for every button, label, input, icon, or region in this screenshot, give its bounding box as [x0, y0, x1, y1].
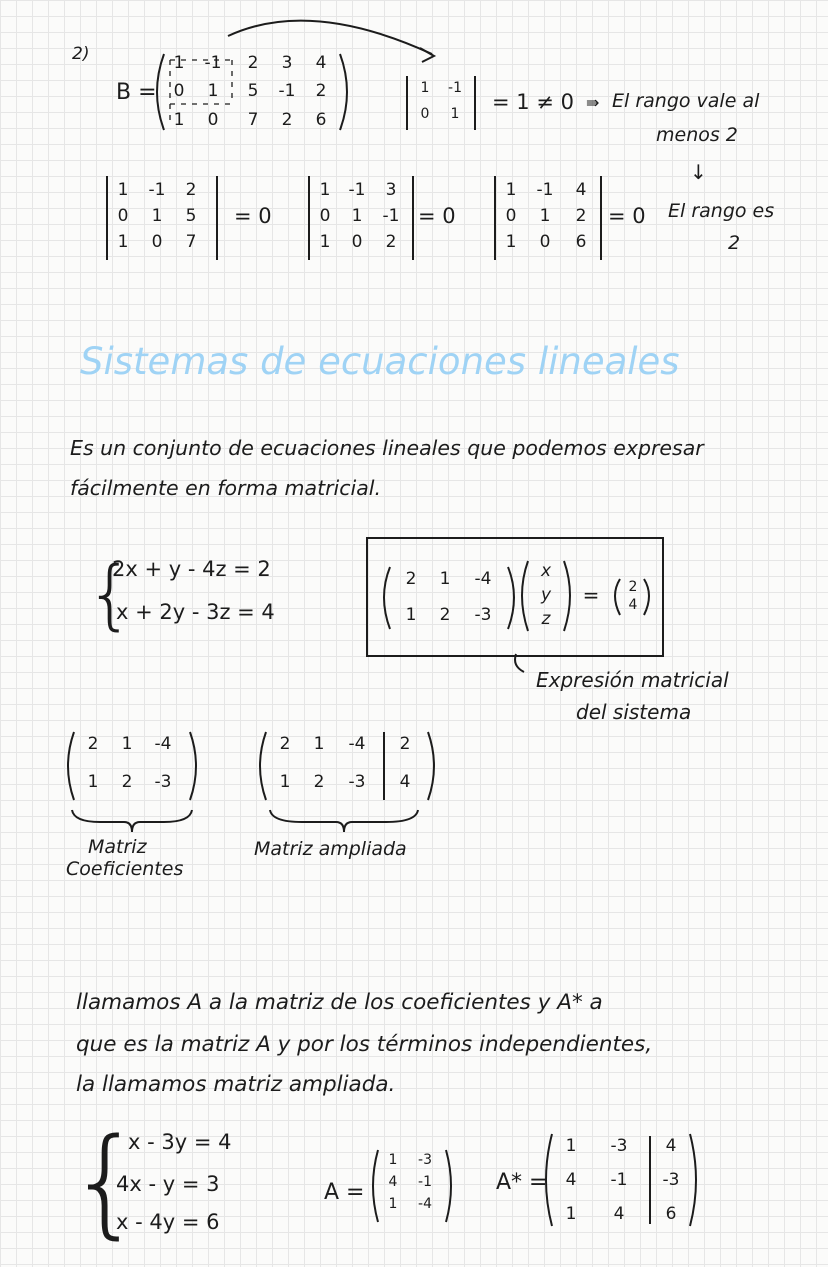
m3-cell: 0 [539, 232, 551, 252]
system2-brace: { [68, 1112, 144, 1250]
m3-cell: -1 [348, 180, 366, 200]
a-cell: -3 [418, 1152, 432, 1168]
expr-var-cell: z [541, 609, 551, 629]
a-cell: -4 [418, 1196, 432, 1212]
expr-var-cell: x [540, 561, 552, 581]
note-rank-min-line2: menos 2 [656, 124, 738, 146]
minor-3x3-1 [104, 176, 224, 260]
coef-cell: 1 [87, 772, 99, 792]
matrix-expression-brackets [368, 539, 662, 655]
m3-cell: 1 [351, 206, 363, 226]
m2-cell: -1 [448, 80, 462, 96]
b-cell: 4 [315, 53, 327, 73]
det-bar [216, 176, 218, 260]
expr-rhs-cell: 2 [628, 579, 638, 595]
coef-cell: -4 [154, 734, 172, 754]
system1-brace: { [86, 549, 135, 638]
expr-rhs-cell: 4 [628, 597, 638, 613]
b-cell: 1 [207, 81, 219, 101]
m3-cell: 2 [385, 232, 397, 252]
b-cell: -1 [278, 81, 296, 101]
m3-cell: 4 [575, 180, 587, 200]
b-cell: 1 [173, 53, 185, 73]
aug-cell: 1 [313, 734, 325, 754]
coef-cell: 1 [121, 734, 133, 754]
a-star-cell: -3 [662, 1170, 680, 1190]
m3-cell: 1 [151, 206, 163, 226]
m3-cell: 0 [117, 206, 129, 226]
coef-underbrace [70, 808, 194, 834]
m3-cell: 3 [385, 180, 397, 200]
m3-cell: -1 [148, 180, 166, 200]
coefficient-matrix [62, 726, 202, 806]
m3-cell: 1 [505, 180, 517, 200]
expr-coef-cell: 1 [439, 569, 451, 589]
det-bar [308, 176, 310, 260]
augmented-matrix [254, 726, 440, 806]
expr-coef-cell: 2 [439, 605, 451, 625]
minor-3x3-2-result: = 0 [418, 204, 456, 228]
system1-eq2: x + 2y - 3z = 4 [116, 600, 275, 624]
m3-cell: 2 [575, 206, 587, 226]
det-bar [106, 176, 108, 260]
intro-line2: fácilmente en forma matricial. [70, 476, 381, 500]
curved-arrow-icon [220, 10, 450, 70]
b-cell: 1 [173, 110, 185, 130]
a-star-cell: 1 [565, 1204, 577, 1224]
coef-cell: 2 [87, 734, 99, 754]
minor-3x3-3 [492, 176, 608, 260]
minor-2x2-result: = 1 ≠ 0 [492, 90, 574, 114]
b-cell: 3 [281, 53, 293, 73]
m3-cell: 1 [539, 206, 551, 226]
para-line3: la llamamos matriz ampliada. [76, 1072, 396, 1097]
b-cell: 0 [173, 81, 185, 101]
expr-equals: = [582, 583, 600, 607]
a-star-cell: -1 [610, 1170, 628, 1190]
a-star-label: A* = [496, 1170, 548, 1195]
m3-cell: 1 [505, 232, 517, 252]
m3-cell: 1 [319, 232, 331, 252]
a-star-cell: 1 [565, 1136, 577, 1156]
matrix-expression-note-line2: del sistema [576, 700, 692, 724]
det-bar [406, 76, 408, 130]
aug-cell: 4 [399, 772, 411, 792]
down-arrow-icon: ↓ [690, 160, 707, 184]
m3-cell: 0 [505, 206, 517, 226]
note-rank-line1: El rango es [668, 200, 775, 222]
matrix-expression-box [366, 537, 664, 657]
det-bar [412, 176, 414, 260]
section-title: Sistemas de ecuaciones lineales [80, 340, 680, 383]
matrix-a [368, 1146, 458, 1226]
b-cell: 0 [207, 110, 219, 130]
expr-coef-cell: 2 [405, 569, 417, 589]
a-cell: -1 [418, 1174, 432, 1190]
a-star-cell: 4 [613, 1204, 625, 1224]
a-star-cell: 4 [565, 1170, 577, 1190]
aug-cell: 2 [279, 734, 291, 754]
a-cell: 1 [388, 1152, 398, 1168]
m3-cell: 0 [351, 232, 363, 252]
matrix-expression-note-line1: Expresión matricial [536, 668, 729, 692]
aug-underbrace [268, 808, 420, 834]
m2-cell: 1 [450, 106, 460, 122]
intro-line1: Es un conjunto de ecuaciones lineales que podemos expresar [70, 436, 704, 460]
m3-cell: 1 [117, 232, 129, 252]
m3-cell: 5 [185, 206, 197, 226]
m3-cell: -1 [536, 180, 554, 200]
para-line1: llamamos A a la matriz de los coeficientes y A* a [76, 990, 603, 1015]
a-star-cell: 6 [665, 1204, 677, 1224]
aug-cell: 2 [313, 772, 325, 792]
m3-cell: 6 [575, 232, 587, 252]
a-label: A = [324, 1180, 365, 1205]
m2-cell: 1 [420, 80, 430, 96]
m2-cell: 0 [420, 106, 430, 122]
system2-eq1: x - 3y = 4 [128, 1130, 232, 1154]
aug-label: Matriz ampliada [254, 838, 407, 860]
b-cell: 2 [315, 81, 327, 101]
m3-cell: 1 [319, 180, 331, 200]
b-cell: 5 [247, 81, 259, 101]
b-cell: -1 [204, 53, 222, 73]
b-cell: 6 [315, 110, 327, 130]
det-bar [474, 76, 476, 130]
aug-cell: 1 [279, 772, 291, 792]
m3-cell: 0 [319, 206, 331, 226]
a-cell: 4 [388, 1174, 398, 1190]
a-star-cell: 4 [665, 1136, 677, 1156]
b-cell: 2 [247, 53, 259, 73]
coef-cell: -3 [154, 772, 172, 792]
aug-cell: -3 [348, 772, 366, 792]
aug-cell: 2 [399, 734, 411, 754]
m3-cell: 1 [117, 180, 129, 200]
b-cell: 2 [281, 110, 293, 130]
coef-label-line2: Coeficientes [66, 858, 184, 880]
exercise-number: 2) [72, 44, 90, 64]
note-rank-min-line1: El rango vale al [612, 90, 760, 112]
system1-eq1: 2x + y - 4z = 2 [112, 557, 271, 581]
system2-eq2: 4x - y = 3 [116, 1172, 220, 1196]
minor-3x3-1-result: = 0 [234, 204, 272, 228]
b-cell: 7 [247, 110, 259, 130]
matrix-a-star [540, 1130, 702, 1230]
expr-coef-cell: 1 [405, 605, 417, 625]
det-bar [494, 176, 496, 260]
m3-cell: 2 [185, 180, 197, 200]
minor-2x2 [404, 76, 484, 130]
para-line2: que es la matriz A y por los términos independientes, [76, 1032, 653, 1057]
aug-cell: -4 [348, 734, 366, 754]
coef-cell: 2 [121, 772, 133, 792]
minor-3x3-2 [306, 176, 422, 260]
coef-label-line1: Matriz [88, 836, 147, 858]
implies-arrow-icon: ⇛ [586, 93, 600, 112]
expr-var-cell: y [540, 585, 552, 605]
matrix-b-label: B = [116, 80, 157, 105]
minor-3x3-3-result: = 0 [608, 204, 646, 228]
m3-cell: -1 [382, 206, 400, 226]
a-cell: 1 [388, 1196, 398, 1212]
expr-coef-cell: -4 [474, 569, 492, 589]
det-bar [600, 176, 602, 260]
note-rank-line2: 2 [728, 232, 741, 254]
m3-cell: 7 [185, 232, 197, 252]
system2-eq3: x - 4y = 6 [116, 1210, 220, 1234]
expr-coef-cell: -3 [474, 605, 492, 625]
m3-cell: 0 [151, 232, 163, 252]
a-star-cell: -3 [610, 1136, 628, 1156]
